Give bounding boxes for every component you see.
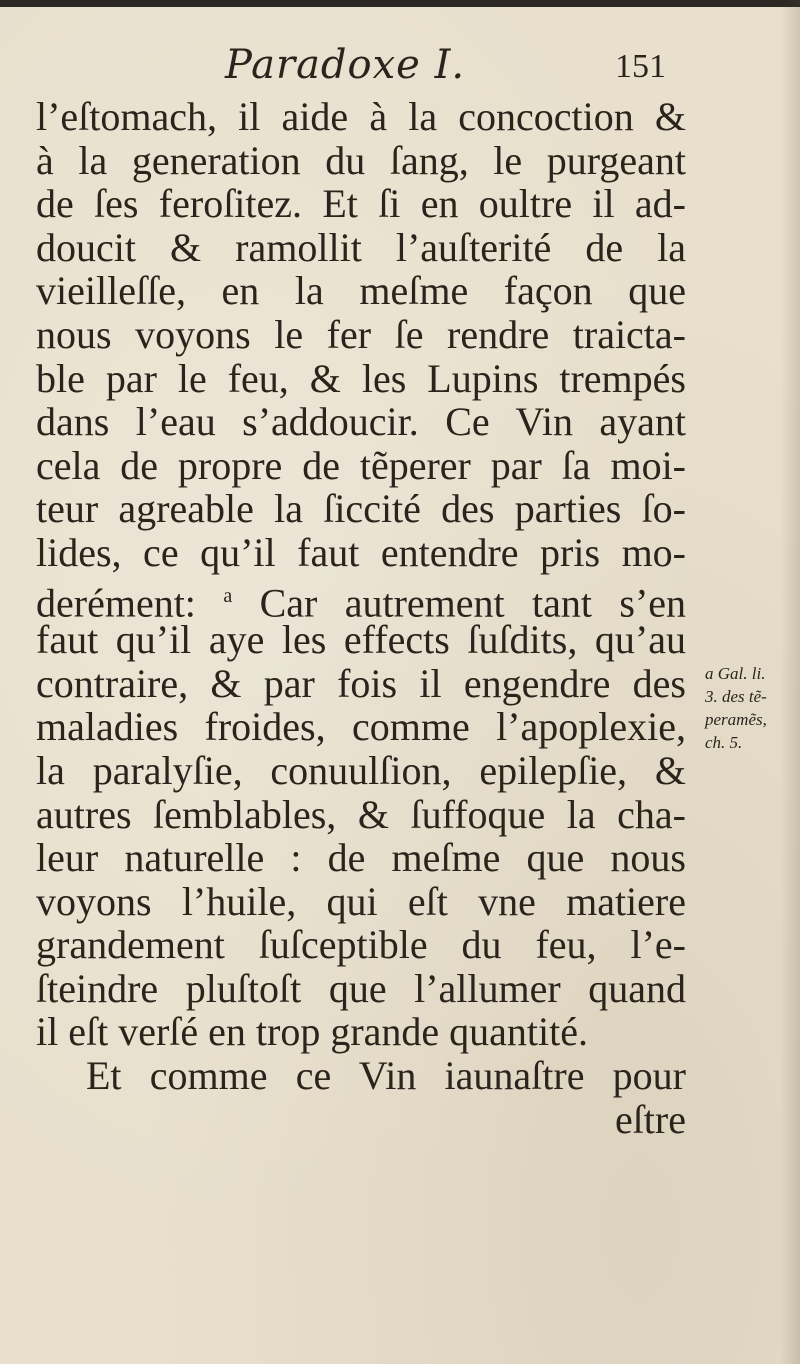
text-line: dans l’eau s’addoucir. Ce Vin ayant [36, 399, 686, 445]
text-line: autres ſemblables, & ſuffoque la cha- [36, 791, 686, 837]
margin-note [705, 662, 795, 754]
text-line: voyons l’huile, qui eſt vne matiere [36, 878, 686, 924]
catchword: eſtre [614, 1096, 686, 1142]
text-line: leur naturelle : de meſme que nous [36, 835, 686, 881]
text-line: lides, ce qu’il faut entendre pris mo- [36, 529, 686, 575]
body-text [36, 95, 686, 1141]
text-line: faut qu’il aye les effects ſuſdits, qu’au [36, 617, 686, 663]
running-head: Paradoxe I. [225, 42, 466, 88]
margin-note-line: peramẽs, [705, 710, 767, 729]
text-fragment: Car autrement tant s’en [259, 579, 687, 625]
note-marker: a [223, 584, 233, 607]
margin-note-line: 3. des tẽ- [705, 687, 767, 706]
text-line: à la generation du ſang, le purgeant [36, 137, 686, 183]
text-line: vieilleſſe, en la meſme façon que [36, 268, 686, 314]
text-line: contraire, & par fois il engendre des [36, 660, 686, 706]
text-line: nous voyons le fer ſe rendre traicta- [36, 311, 686, 357]
text-line: teur agreable la ſiccité des parties ſo- [36, 486, 686, 532]
text-line: grandement ſuſceptible du feu, l’e- [36, 922, 686, 968]
margin-note-line: ch. 5. [705, 733, 743, 752]
text-line: la paralyſie, conuulſion, epilepſie, & [36, 747, 686, 793]
text-line-with-note-marker [36, 575, 687, 625]
text-line: cela de propre de tẽperer par ſa moi- [36, 442, 686, 488]
text-line: l’eſtomach, il aide à la concoction & [36, 94, 686, 139]
top-border [0, 0, 800, 7]
text-line: il eſt verſé en trop grande quantité. [36, 1009, 589, 1055]
text-fragment: derément: [36, 579, 196, 625]
page-number: 151 [615, 48, 666, 85]
text-line: ble par le feu, & les Lupins trempés [36, 355, 686, 401]
text-line: ſteindre pluſtoſt que l’allumer quand [36, 965, 686, 1011]
text-line: doucit & ramollit l’auſterité de la [36, 224, 686, 270]
text-line: maladies froides, comme l’apoplexie, [36, 704, 686, 750]
margin-note-line: a Gal. li. [705, 664, 766, 683]
text-line: de ſes feroſitez. Et ſi en oultre il ad- [36, 181, 686, 227]
text-line: Et comme ce Vin iaunaſtre pour [86, 1053, 686, 1099]
